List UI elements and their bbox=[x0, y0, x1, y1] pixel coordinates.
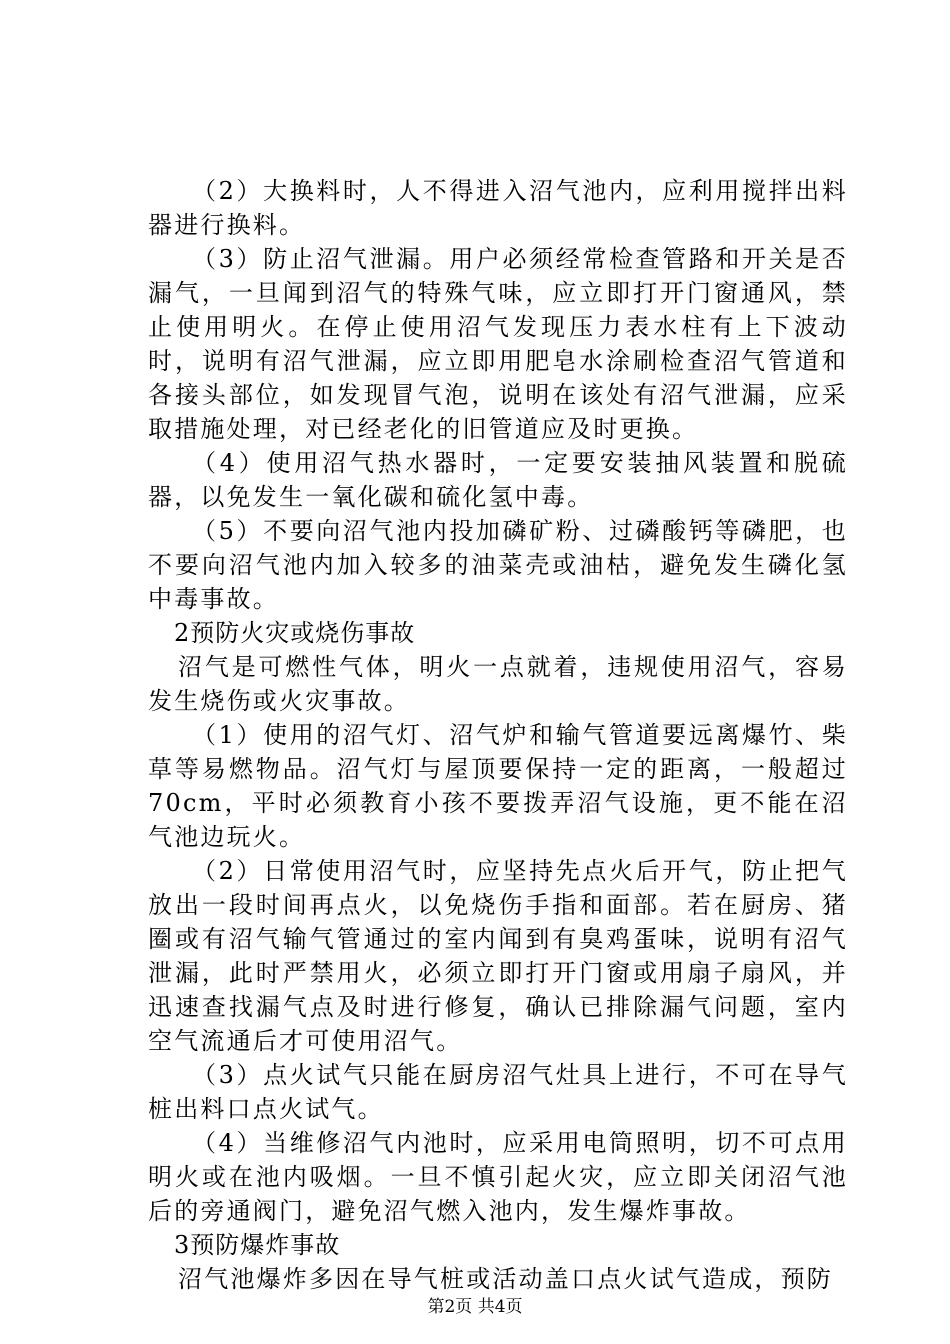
document-body bbox=[148, 174, 848, 1296]
paragraph-item-fire-2: （2）日常使用沼气时，应坚持先点火后开气，防止把气放出一段时间再点火，以免烧伤手指和面部。若在厨房、猪圈或有沼气输气管通过的室内闻到有臭鸡蛋味，说明有沼气泄漏，此时严禁用火，必须立即打开门窗或用扇子扇风，并迅速查找漏气点及时进行修复，确认已排除漏气问题，室内空气流通后才可使用沼气。 bbox=[148, 857, 848, 1055]
section-heading-explosion: 3预防爆炸事故 bbox=[174, 1231, 341, 1259]
section-heading-fire: 2预防火灾或烧伤事故 bbox=[174, 619, 416, 647]
section-intro-fire: 沼气是可燃性气体，明火一点就着，违规使用沼气，容易发生烧伤或火灾事故。 bbox=[148, 653, 848, 715]
paragraph-item-5: （5）不要向沼气池内投加磷矿粉、过磷酸钙等磷肥，也不要向沼气池内加入较多的油菜壳或油枯，避免发生磷化氢中毒事故。 bbox=[148, 517, 848, 613]
paragraph-item-fire-3: （3）点火试气只能在厨房沼气灶具上进行，不可在导气桩出料口点火试气。 bbox=[148, 1061, 848, 1123]
section-intro-explosion: 沼气池爆炸多因在导气桩或活动盖口点火试气造成，预防 bbox=[178, 1265, 833, 1293]
paragraph-item-2: （2）大换料时，人不得进入沼气池内，应利用搅拌出料器进行换料。 bbox=[148, 177, 848, 239]
paragraph-item-3: （3）防止沼气泄漏。用户必须经常检查管路和开关是否漏气，一旦闻到沼气的特殊气味，应立即打开门窗通风，禁止使用明火。在停止使用沼气发现压力表水柱有上下波动时，说明有沼气泄漏，应立即用肥皂水涂刷检查沼气管道和各接头部位，如发现冒气泡，说明在该处有沼气泄漏，应采取措施处理，对已经老化的旧管道应及时更换。 bbox=[148, 245, 848, 443]
paragraph-item-4: （4）使用沼气热水器时，一定要安装抽风装置和脱硫器，以免发生一氧化碳和硫化氢中毒。 bbox=[148, 449, 848, 511]
paragraph-item-fire-1: （1）使用的沼气灯、沼气炉和输气管道要远离爆竹、柴草等易燃物品。沼气灯与屋顶要保持一定的距离，一般超过70cm，平时必须教育小孩不要拨弄沼气设施，更不能在沼气池边玩火。 bbox=[148, 721, 848, 851]
page-footer: 第2页 共4页 bbox=[427, 1297, 523, 1317]
paragraph-item-fire-4: （4）当维修沼气内池时，应采用电筒照明，切不可点用明火或在池内吸烟。一旦不慎引起火灾，应立即关闭沼气池后的旁通阀门，避免沼气燃入池内，发生爆炸事故。 bbox=[148, 1129, 848, 1225]
